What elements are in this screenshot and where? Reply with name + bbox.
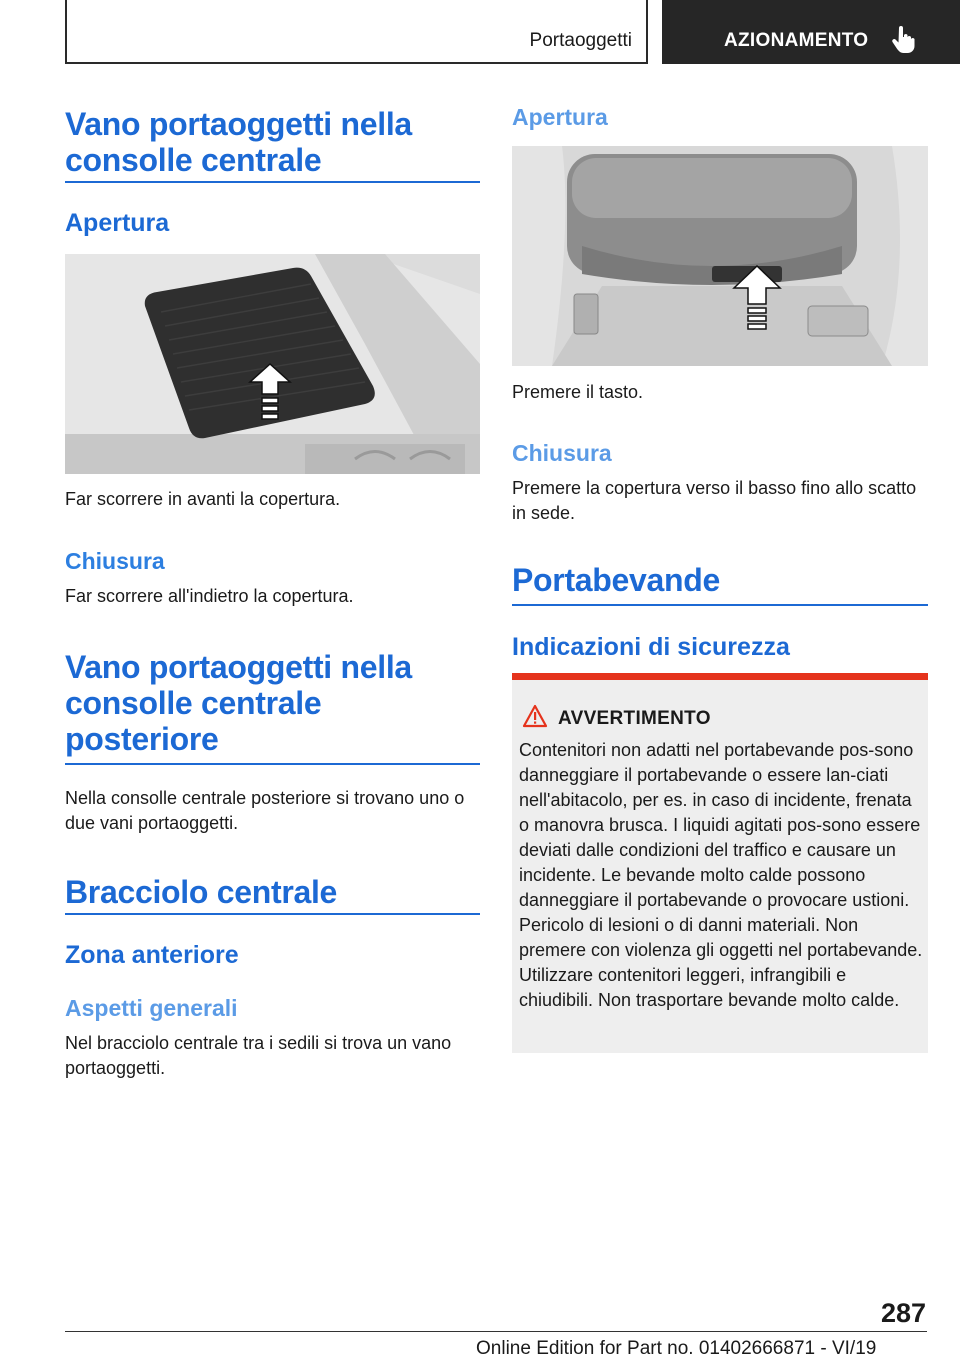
header-section-tab xyxy=(65,0,648,64)
header-chapter-tab xyxy=(662,0,960,64)
subheading-general-aspects: Aspetti generali xyxy=(65,995,238,1021)
figure-center-console-compartment xyxy=(65,254,480,474)
subheading-closing: Chiusura xyxy=(65,548,165,574)
paragraph-opening-instruction: Far scorrere in avanti la copertura. xyxy=(65,489,341,509)
paragraph-press-button: Premere il tasto. xyxy=(512,382,644,402)
section-heading-cup-holders: Portabevande xyxy=(512,562,721,598)
section-heading-center-console-storage: Vano portaoggetti nella consolle centrale xyxy=(65,106,412,178)
warning-title: AVVERTIMENTO xyxy=(558,708,711,729)
subheading-opening: Apertura xyxy=(65,209,170,237)
heading-rule xyxy=(65,181,480,183)
section-heading-rear-console-storage: Vano portaoggetti nella consolle centrale posteriore xyxy=(65,649,412,757)
header-chapter-title: AZIONAMENTO xyxy=(724,30,869,51)
warning-triangle-icon xyxy=(522,704,548,728)
subheading-front-area: Zona anteriore xyxy=(65,941,239,969)
hand-pointer-icon xyxy=(892,26,916,54)
paragraph-closing-armrest: Premere la copertura verso il basso fino allo scatto in sede. xyxy=(512,478,917,523)
warning-body: Contenitori non adatti nel portabevande pos-sono danneggiare il portabevande o essere lan-ciati nell'abitacolo, per es. in caso di incidente, frenata o manovra brusca. I liquidi agitati pos-sono essere deviati dalle condizioni del traffico e causare un incidente. Le bevande molto calde possono danneggiare il portabevande o provocare ustioni. Pericolo di lesioni o di danni materiali. Non premere con violenza gli oggetti nel portabevande. Utilizzare contenitori leggeri, infrangibili e chiudibili. Non trasportare bevande molto calde. xyxy=(519,740,923,1010)
page-number: 287 xyxy=(881,1298,927,1328)
subheading-safety-notes: Indicazioni di sicurezza xyxy=(512,633,790,661)
footer-rule xyxy=(65,1331,927,1332)
section-heading-center-armrest: Bracciolo centrale xyxy=(65,874,338,910)
paragraph-rear-console: Nella consolle centrale posteriore si trovano uno o due vani portaoggetti. xyxy=(65,788,465,833)
subheading-closing-armrest: Chiusura xyxy=(512,440,612,466)
warning-box xyxy=(512,673,928,1053)
heading-rule xyxy=(512,604,928,606)
heading-rule xyxy=(65,913,480,915)
header-section-title: Portaoggetti xyxy=(529,30,632,51)
paragraph-closing-instruction: Far scorrere all'indietro la copertura. xyxy=(65,586,354,606)
heading-rule xyxy=(65,763,480,765)
subheading-opening-armrest: Apertura xyxy=(512,104,608,130)
figure-armrest-button xyxy=(512,146,928,366)
footer-edition: Online Edition for Part no. 01402666871 - VI/19 xyxy=(476,1338,877,1359)
paragraph-armrest-storage: Nel bracciolo centrale tra i sedili si trova un vano portaoggetti. xyxy=(65,1033,452,1078)
